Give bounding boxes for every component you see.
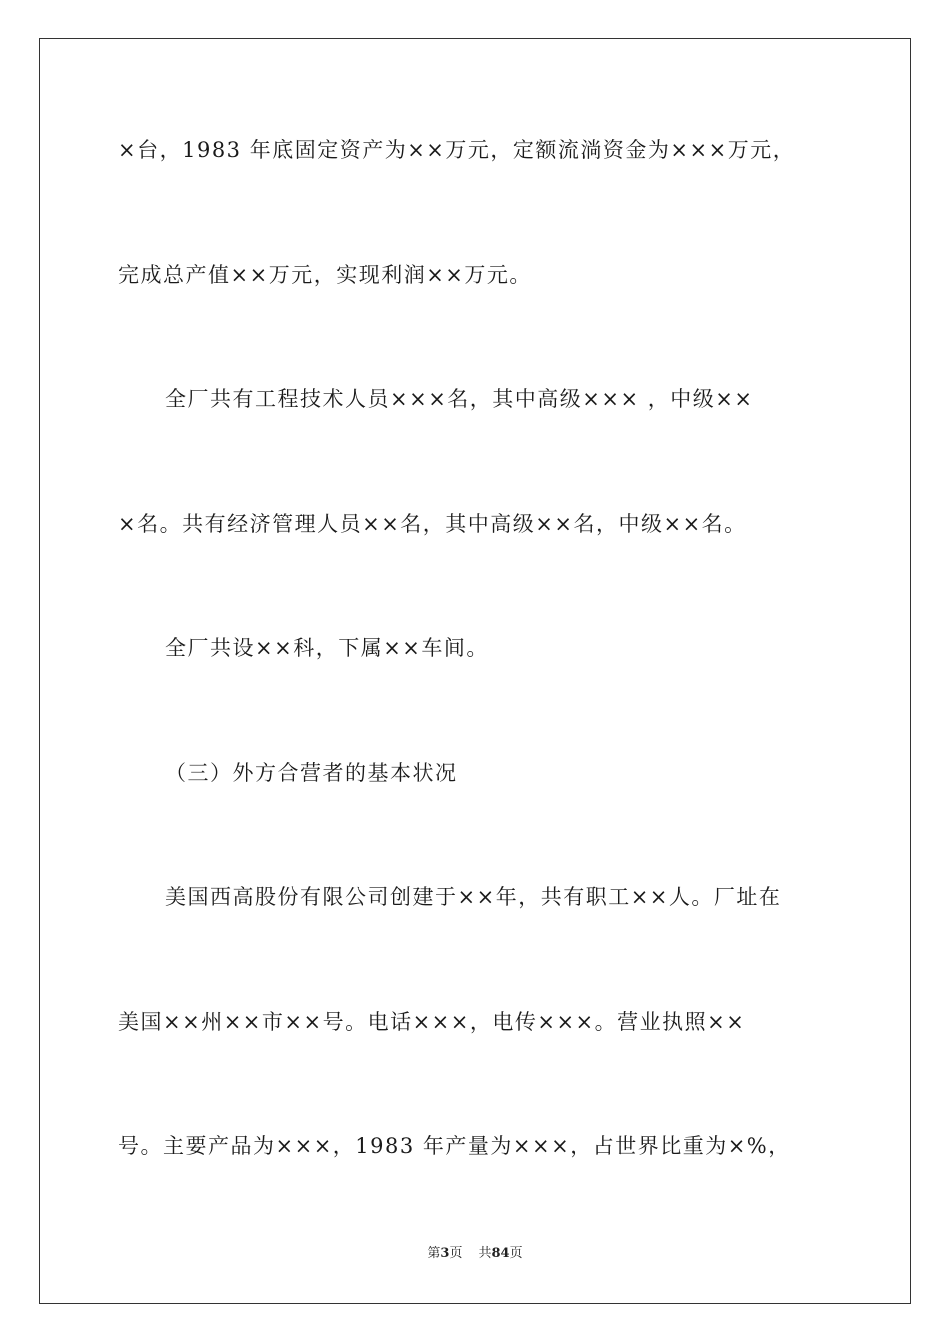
- body-text-line-7: 美国西高股份有限公司创建于××年，共有职工××人。厂址在: [165, 885, 782, 909]
- body-text-line-3: 全厂共有工程技术人员×××名，其中高级××× ，中级××: [165, 387, 754, 411]
- body-text-line-9: 号。主要产品为×××，1983 年产量为×××，占世界比重为×%，: [118, 1134, 791, 1158]
- total-pages: 84: [491, 1246, 510, 1261]
- section-heading: （三）外方合营者的基本状况: [165, 761, 458, 785]
- body-text-line-1: ×台，1983 年底固定资产为××万元，定额流淌资金为×××万元，: [118, 138, 796, 162]
- page-border: [39, 38, 911, 1304]
- body-text-line-4: ×名。共有经济管理人员××名，其中高级××名，中级××名。: [118, 512, 747, 536]
- page-footer: [0, 1245, 950, 1263]
- page-number: 3: [440, 1246, 450, 1261]
- page-suffix: 页: [449, 1246, 463, 1261]
- page-prefix: 第: [427, 1246, 441, 1261]
- body-text-line-5: 全厂共设××科，下属××车间。: [165, 636, 489, 660]
- total-prefix: 共: [478, 1246, 492, 1261]
- body-text-line-8: 美国××州××市××号。电话×××，电传×××。营业执照××: [118, 1010, 746, 1034]
- body-text-line-2: 完成总产值××万元，实现利润××万元。: [118, 263, 532, 287]
- total-suffix: 页: [509, 1246, 523, 1261]
